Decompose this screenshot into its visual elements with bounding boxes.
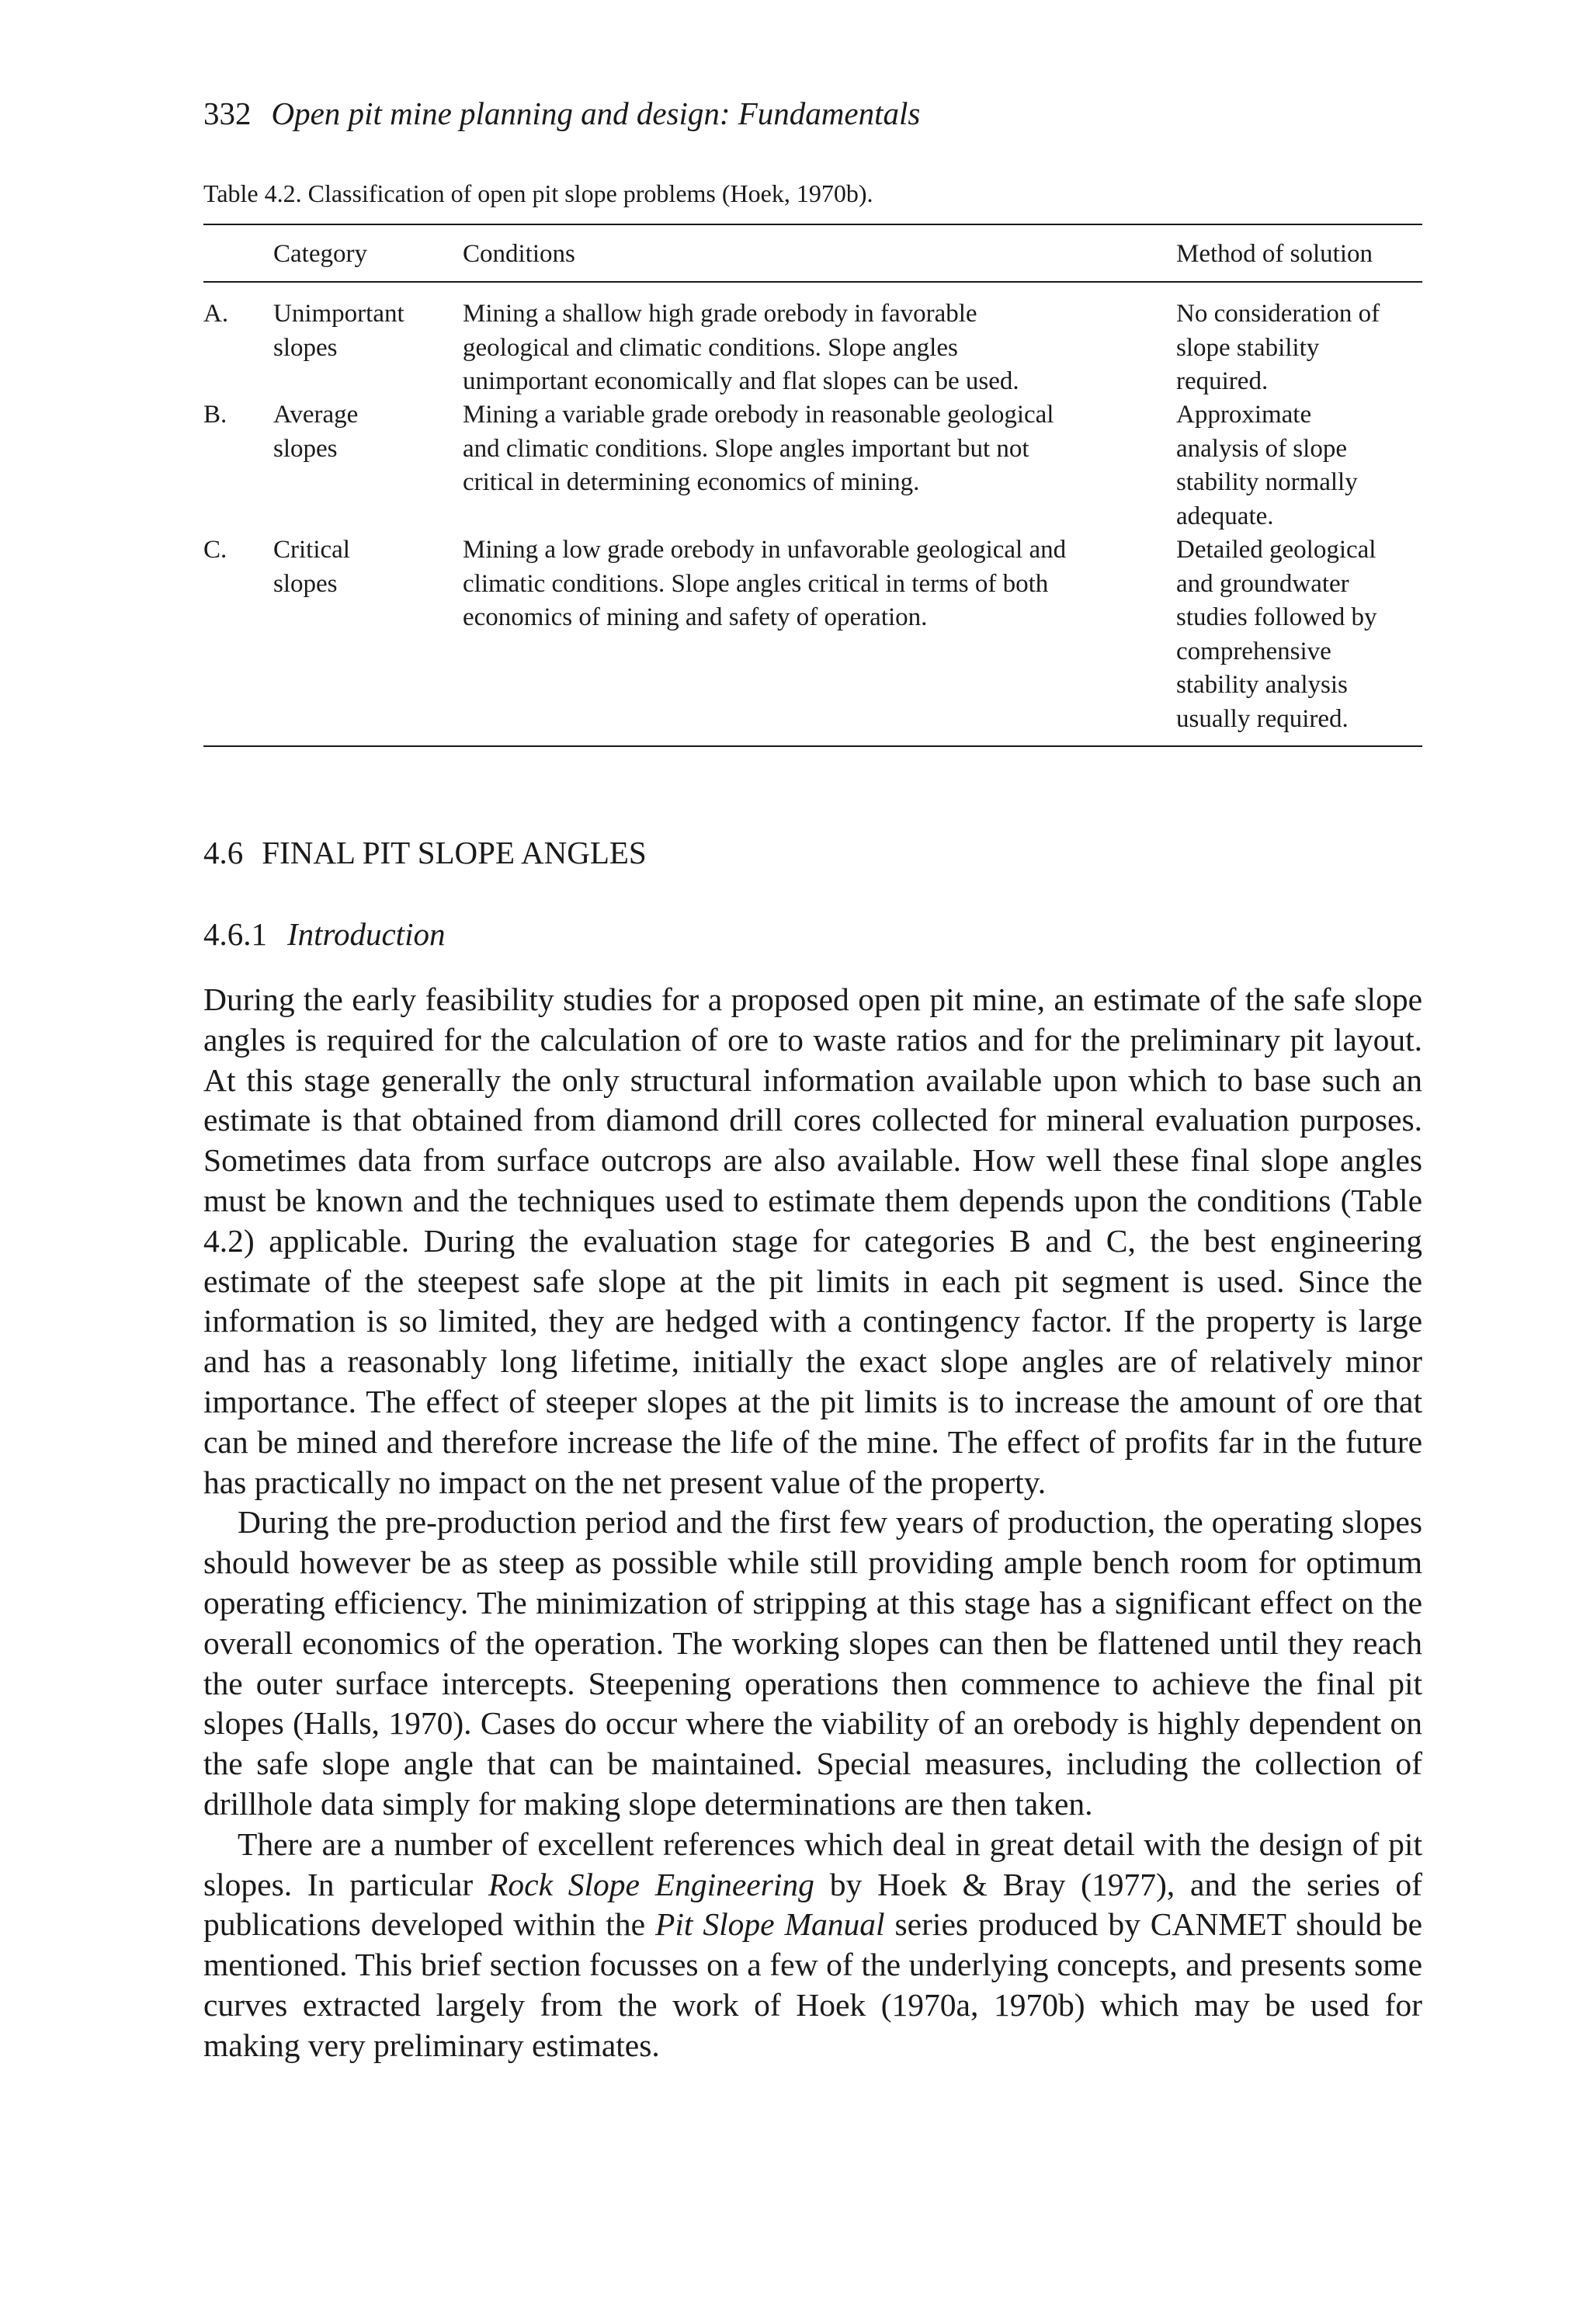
section-title: FINAL PIT SLOPE ANGLES <box>262 835 647 870</box>
paragraph: During the early feasibility studies for a proposed open pit mine, an estimate of the safe slope angles is required for the calculation of ore to waste ratios and for the preliminary pit layout. At this stage generally the only structural information available upon which to base such an estimate is that obtained from diamond drill cores collected for mineral evaluation purposes. Sometimes data from surface outcrops are also available. How well these final slope angles must be known and the techniques used to estimate them depends upon the conditions (Table 4.2) applicable. During the evaluation stage for categories B and C, the best engineering estimate of the steepest safe slope at the pit limits in each pit segment is used. Since the information is so limited, they are hedged with a contingency factor. If the property is large and has a reasonably long lifetime, initially the exact slope angles are of relatively minor importance. The effect of steeper slopes at the pit limits is to increase the amount of ore that can be mined and therefore increase the life of the mine. The effect of profits far in the future has practically no impact on the net present value of the property. <box>203 981 1422 1500</box>
row-conditions: Mining a low grade orebody in unfavorable geological and climatic conditions. Slope angles critical in terms of both economics of mining and safety of operation. <box>463 536 1067 631</box>
row-solution: Approximate analysis of slope stability normally adequate. <box>1176 401 1358 530</box>
section-number: 4.6 <box>203 835 244 870</box>
body-text <box>203 980 1422 2066</box>
row-category: Critical slopes <box>273 536 350 598</box>
row-conditions: Mining a variable grade orebody in reasonable geological and climatic conditions. Slope angles important but not critical in determining economics of mining. <box>463 401 1054 496</box>
table-header-row <box>203 237 1422 271</box>
running-head <box>203 92 920 135</box>
row-solution: Detailed geological and groundwater studies followed by comprehensive stability analysis usually required. <box>1176 536 1377 733</box>
row-solution: No consideration of slope stability required. <box>1176 300 1380 395</box>
paragraph-text: series produced by CANMET should be mentioned. This brief section focusses on a few of the underlying concepts, and presents some curves extracted largely from the work of Hoek (1970a, 1970b) which may be used for making very preliminary estimates. <box>203 1906 1422 2063</box>
paragraph: During the pre-production period and the first few years of production, the operating slopes should however be as steep as possible while still providing ample bench room for optimum operating efficiency. The minimization of stripping at this stage has a significant effect on the overall economics of the operation. The working slopes can then be flattened until they reach the outer surface intercepts. Steepening operations then commence to achieve the final pit slopes (Halls, 1970). Cases do occur where the viability of an orebody is highly dependent on the safe slope angle that can be maintained. Special measures, including the collection of drillhole data simply for making slope determinations are then taken. <box>203 1504 1422 1822</box>
row-category: Average slopes <box>273 401 359 463</box>
subsection-heading <box>203 912 445 956</box>
section-heading <box>203 831 647 874</box>
book-title: Open pit mine planning and design: Fundamentals <box>271 96 921 131</box>
table-caption: Table 4.2. Classification of open pit slope problems (Hoek, 1970b). <box>203 179 873 207</box>
paragraph-text: by Hoek & Bray (1977), and the series of publications developed within the <box>203 1866 1422 1943</box>
subsection-title: Introduction <box>287 916 446 952</box>
row-category: Unimportant slopes <box>273 300 404 362</box>
header-conditions: Conditions <box>463 240 575 268</box>
paragraph-text: There are a number of excellent references which deal in great detail with the design of pit slopes. In particular <box>203 1826 1422 1902</box>
book-reference: Rock Slope Engineering <box>488 1866 814 1902</box>
header-category: Category <box>273 240 367 268</box>
page-number: 332 <box>203 96 252 131</box>
paragraph <box>203 1825 1422 2066</box>
row-letter: C. <box>203 536 227 564</box>
row-conditions: Mining a shallow high grade orebody in favorable geological and climatic conditions. Slope angles unimportant economically and flat slopes can be used. <box>463 300 1019 395</box>
table-header-rule <box>203 281 1422 283</box>
table-top-rule <box>203 224 1422 225</box>
table-bottom-rule <box>203 745 1422 747</box>
row-letter: A. <box>203 300 229 328</box>
row-letter: B. <box>203 401 227 429</box>
subsection-number: 4.6.1 <box>203 916 267 952</box>
header-solution: Method of solution <box>1176 240 1373 268</box>
book-reference: Pit Slope Manual <box>654 1906 885 1943</box>
